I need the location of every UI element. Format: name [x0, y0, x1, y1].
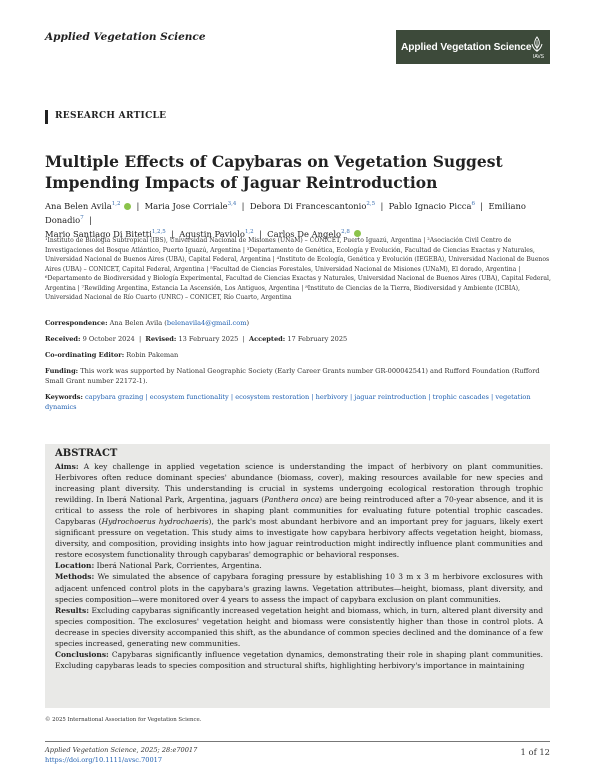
author-affiliation: 2,8: [341, 228, 350, 235]
author-name[interactable]: Carlos De Angelo: [267, 228, 342, 239]
journal-logo[interactable]: [396, 30, 550, 64]
author-name[interactable]: Emiliano Donadio: [45, 200, 526, 225]
received-date: 9 October 2024: [82, 335, 135, 343]
abstract-results: Results: Excluding capybaras significantly increased vegetation height and biomass, which, in turn, altered plant diversity and species composition. The exclosures' vegetation height and biomass were consistently higher than those in control plots. A decrease in species diversity accompanied this shift, as the abundance of common species declined and the dominance of a few species increased, generating new communities.: [55, 605, 543, 648]
correspondence-end: ): [246, 319, 250, 327]
affiliations: ¹Instituto de Biología Subtropical (IBS), Universidad Nacional de Misiones (UNaM) – CONICET, Puerto Iguazú, Argentina | ²Asociación Civil Centro de Investigaciones del Bosque Atlántico, Puerto Iguazú, Argentina | ³Departamento de Genética, Ecología y Evolución, Facultad de Ciencias Exactas y Naturales, Universidad Nacional de Buenos Aires (UBA), Capital Federal, Argentina | ⁴Instituto de Ecología, Genética y Evolución (IEGEBA), Universidad Nacional de Buenos Aires (UBA) – CONICET, Capital Federal, Argentina | ⁵Facultad de Ciencias Forestales, Universidad Nacional de Misiones (UNaM), El dorado, Argentina | ⁶Departamento de Biodiversidad y Biología Experimental, Facultad de Ciencias Exactas y Naturales, Universidad Nacional de Buenos Aires (UBA), Capital Federal, Argentina | ⁷Rewilding Argentina, Estancia La Ascensión, Los Antiguos, Argentina | ⁸Instituto de Ciencias de la Tierra, Biodiversidad y Ambiente (ICBIA), Universidad Nacional de Río Cuarto (UNRC) – CONICET, Río Cuarto, Argentina: [45, 237, 551, 301]
page-number: 1 of 12: [520, 747, 550, 757]
author-name[interactable]: Debora Di Francescantonio: [249, 200, 367, 211]
logo-text: Applied Vegetation Science: [401, 41, 532, 53]
author-name[interactable]: Agustin Paviolo: [179, 228, 245, 239]
keywords: [45, 393, 555, 412]
logo-sub-text: IAVS: [532, 54, 544, 60]
article-title: Multiple Effects of Capybaras on Vegetation Suggest Impending Impacts of Jaguar Reintroduction: [45, 152, 503, 192]
abstract-conclusions: Conclusions: Capybaras significantly influence vegetation dynamics, demonstrating their role in shaping plant communities. Excluding capybaras leads to species composition and structural shifts, highlighting herbivory's importance in maintaining: [55, 649, 543, 670]
author-name[interactable]: Mario Santiago Di Bitetti: [45, 228, 152, 239]
received-label: Received:: [45, 335, 81, 343]
accepted-label: Accepted:: [248, 335, 286, 343]
author-list: Ana Belen Avila$^{1,2}$ | Maria Jose Corriale$^{3,4}$ | Debora Di Francescantonio$^{2,5}$ | Pablo Ignacio Picca$^6$ | Emiliano Donadio$^7$ | Mario Santiago Di Bitetti$^{1,2,5}$ | Agustin Paviolo$^{1,2}$ | Carlos De Angelo$^{2,8}$: [45, 200, 526, 239]
doi-link[interactable]: https://doi.org/10.1111/avsc.70017: [45, 756, 163, 764]
correspondence-name: Ana Belen Avila (: [109, 319, 167, 327]
author-affiliation: 1,2: [244, 228, 254, 235]
abstract-body: [55, 461, 543, 671]
author-affiliation: 1,2: [111, 201, 121, 207]
coordinating-editor: [45, 351, 555, 361]
author-affiliation: 1,2,5: [151, 228, 166, 235]
author-affiliation: 2,5: [366, 201, 376, 207]
correspondence: [45, 319, 555, 329]
abstract-heading: ABSTRACT: [55, 448, 118, 459]
editor-name: Robin Pakeman: [126, 351, 179, 359]
footer-citation: Applied Vegetation Science, 2025; 28:e70017: [45, 746, 198, 754]
abstract-methods: Methods: We simulated the absence of capybara foraging pressure by establishing 10 3 m x 3 m herbivore exclosures with adjacent unfenced control plots in the capybara's grazing lawns. Vegetation attributes—height, biomass, plant diversity, and species composition—were monitored over 4 years to assess the impact of capybara exclusion on plant communities.: [55, 572, 543, 604]
revised-label: Revised:: [145, 335, 177, 343]
footer-divider: [45, 741, 550, 742]
author-name[interactable]: Ana Belen Avila: [45, 200, 112, 211]
funding-text: This work was supported by National Geographic Society (Early Career Grants number GR-000042541) and Rufford Foundation (Rufford Small Grant number 22172-1).: [45, 367, 540, 385]
author-affiliation: 7: [80, 214, 84, 221]
abstract-location: Location: Iberá National Park, Corrientes, Argentina.: [55, 561, 262, 571]
revised-date: 13 February 2025: [178, 335, 239, 343]
history-dates: Received: 9 October 2024 | Revised: 13 February 2025 | Accepted: 17 February 2025: [45, 335, 348, 343]
correspondence-label: Correspondence:: [45, 319, 108, 327]
abstract-aims: Aims: A key challenge in applied vegetation science is understanding the impact of herbivory on plant communities. Herbivores often reduce dominant species' abundance (biomass, cover), making resources available for new species and increasing plant diversity. This understanding is crucial in systems undergoing ecological restoration through trophic rewilding. In Iberá National Park, Argentina, jaguars (Panthera onca) are being reintroduced after a 70-year absence, and it is critical to assess the role of herbivores in shaping plant communities for evaluating future potential trophic cascades. Capybaras (Hydrochoerus hydrochaeris), the park's most abundant herbivore and an important prey for jaguars, likely exert significant pressure on vegetation. This study aims to investigate how capybara herbivory affects vegetation height, biomass, diversity, and composition, providing insights into how jaguar reintroduction might indirectly influence plant communities and restore ecosystem functionality through capybaras' demographic or behavioral responses.: [55, 462, 543, 560]
orcid-icon[interactable]: [124, 203, 131, 210]
copyright: © 2025 International Association for Vegetation Science.: [45, 717, 202, 723]
author-name[interactable]: Pablo Ignacio Picca: [388, 200, 472, 211]
keywords-text[interactable]: capybara grazing | ecosystem functionality | ecosystem restoration | herbivory | jaguar reintroduction | trophic cascades | vegetation dynamics: [45, 393, 531, 411]
article-type: RESEARCH ARTICLE: [55, 111, 167, 121]
editor-label: Co-ordinating Editor:: [45, 351, 125, 359]
funding-label: Funding:: [45, 367, 79, 375]
running-journal-title: Applied Vegetation Science: [45, 31, 206, 43]
article-type-bar: [45, 110, 48, 124]
author-affiliation: 3,4: [227, 201, 237, 207]
author-name[interactable]: Maria Jose Corriale: [144, 200, 228, 211]
author-affiliation: 6: [471, 201, 475, 207]
funding: [45, 367, 555, 386]
correspondence-email-link[interactable]: belenavila4@gmail.com: [166, 319, 247, 327]
keywords-label: Keywords:: [45, 393, 83, 401]
accepted-date: 17 February 2025: [287, 335, 348, 343]
